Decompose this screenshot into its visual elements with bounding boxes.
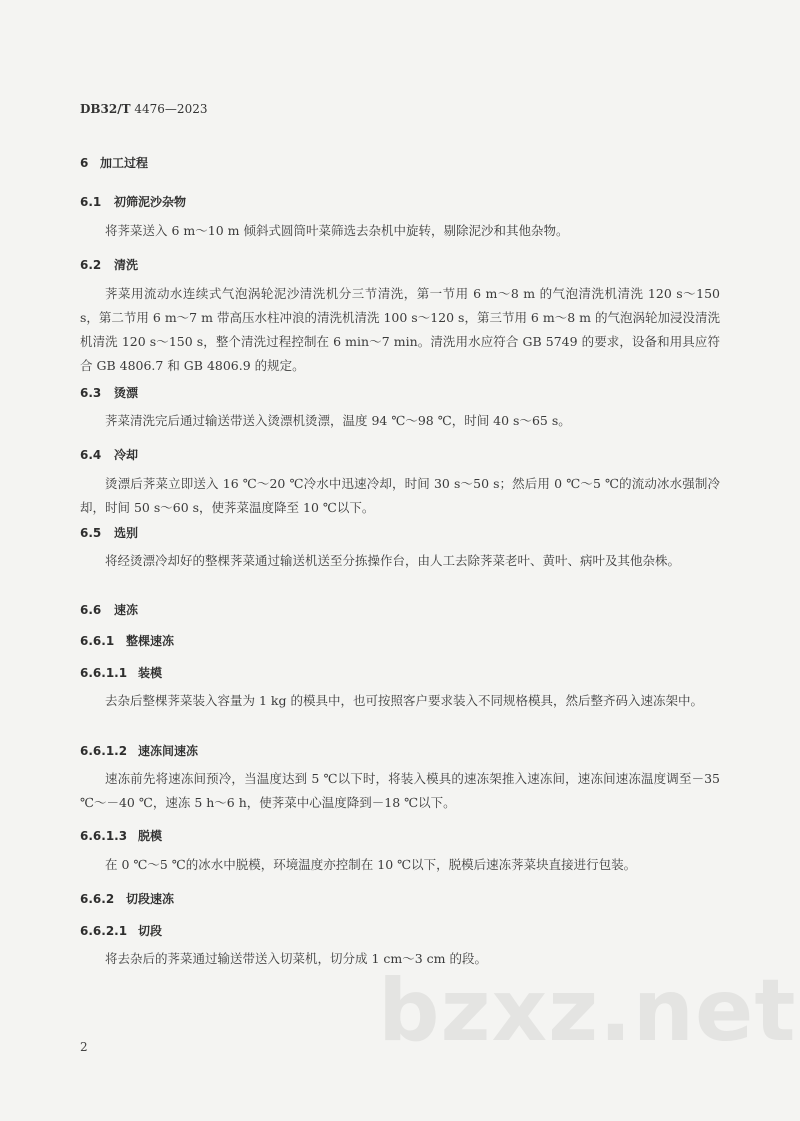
standard-code: DB32/T [80,102,131,116]
section-heading [80,446,138,463]
section-heading [80,742,198,759]
body-paragraph: 将去杂后的荠菜通过输送带送入切菜机，切分成 1 cm～3 cm 的段。 [105,951,488,966]
section-number: 6.1 [80,195,102,209]
section-heading [80,890,174,907]
section-heading [80,384,138,401]
section-heading [80,193,186,210]
section-number: 6.6.2 [80,892,115,906]
section-heading [80,524,138,541]
section-title: 清洗 [114,258,139,272]
body-paragraph: 荠菜清洗完后通过输送带送入烫漂机烫漂，温度 94 ℃～98 ℃，时间 40 s～65 s。 [105,413,571,428]
body-paragraph: 将荠菜送入 6 m～10 m 倾斜式圆筒叶菜筛选去杂机中旋转，剔除泥沙和其他杂物。 [105,223,569,238]
section-number: 6.2 [80,258,102,272]
section-heading [80,922,162,939]
body-paragraph: 速冻前先将速冻间预冷，当温度达到 5 ℃以下时，将装入模具的速冻架推入速冻间，速冻间速冻温度调至－35 ℃～－40 ℃，速冻 5 h～6 h，使荠菜中心温度降到－18 ℃以下。 [80,771,720,810]
section-heading [80,601,138,618]
section-number: 6.6.1 [80,634,115,648]
section-title: 加工过程 [100,156,149,170]
section-number: 6.3 [80,386,102,400]
section-title: 初筛泥沙杂物 [114,195,187,209]
section-number: 6.6.1.2 [80,744,128,758]
section-title: 烫漂 [114,386,139,400]
body-paragraph: 烫漂后荠菜立即送入 16 ℃～20 ℃冷水中迅速冷却，时间 30 s～50 s；然后用 0 ℃～5 ℃的流动冰水强制冷却，时间 50 s～60 s，使荠菜温度降至 10 ℃以下。 [80,476,720,515]
section-number: 6.6.2.1 [80,924,128,938]
body-paragraph: 荠菜用流动水连续式气泡涡轮泥沙清洗机分三节清洗，第一节用 6 m～8 m 的气泡清洗机清洗 120 s～150 s，第二节用 6 m～7 m 带高压水柱冲浪的清洗机清洗 100 s～120 s，第三节用 6 m～8 m 的气泡涡轮加浸没清洗机清洗 120 s～150 s，整个清洗过程控制在 6 min～7 min。清洗用水应符合 GB 5749 的要求，设备和用具应符合 GB 4806.7 和 GB 4806.9 的规定。 [80,286,720,373]
body-paragraph: 去杂后整棵荠菜装入容量为 1 kg 的模具中，也可按照客户要求装入不同规格模具，然后整齐码入速冻架中。 [105,693,703,708]
body-paragraph: 在 0 ℃～5 ℃的冰水中脱模，环境温度亦控制在 10 ℃以下，脱模后速冻荠菜块直接进行包装。 [105,857,637,872]
standard-number: 4476—2023 [134,102,208,116]
section-heading [80,632,174,649]
section-title: 速冻 [114,603,139,617]
section-title: 切段速冻 [126,892,175,906]
body-paragraph: 将经烫漂冷却好的整棵荠菜通过输送机送至分拣操作台，由人工去除荠菜老叶、黄叶、病叶及其他杂株。 [105,553,681,568]
section-title: 冷却 [114,448,139,462]
section-number: 6.6.1.3 [80,829,128,843]
section-title: 选别 [114,526,139,540]
section-title: 速冻间速冻 [138,744,199,758]
page-number: 2 [80,1040,88,1054]
section-heading [80,256,138,273]
section-heading [80,664,162,681]
section-title: 切段 [138,924,163,938]
section-number: 6.6 [80,603,102,617]
section-number: 6 [80,156,89,170]
section-heading [80,154,148,171]
section-heading [80,827,162,844]
section-number: 6.5 [80,526,102,540]
section-title: 整棵速冻 [126,634,175,648]
page-header [80,102,207,116]
section-title: 脱模 [138,829,163,843]
section-number: 6.6.1.1 [80,666,128,680]
section-title: 装模 [138,666,163,680]
watermark: bzxz.net [378,961,797,1061]
section-number: 6.4 [80,448,102,462]
